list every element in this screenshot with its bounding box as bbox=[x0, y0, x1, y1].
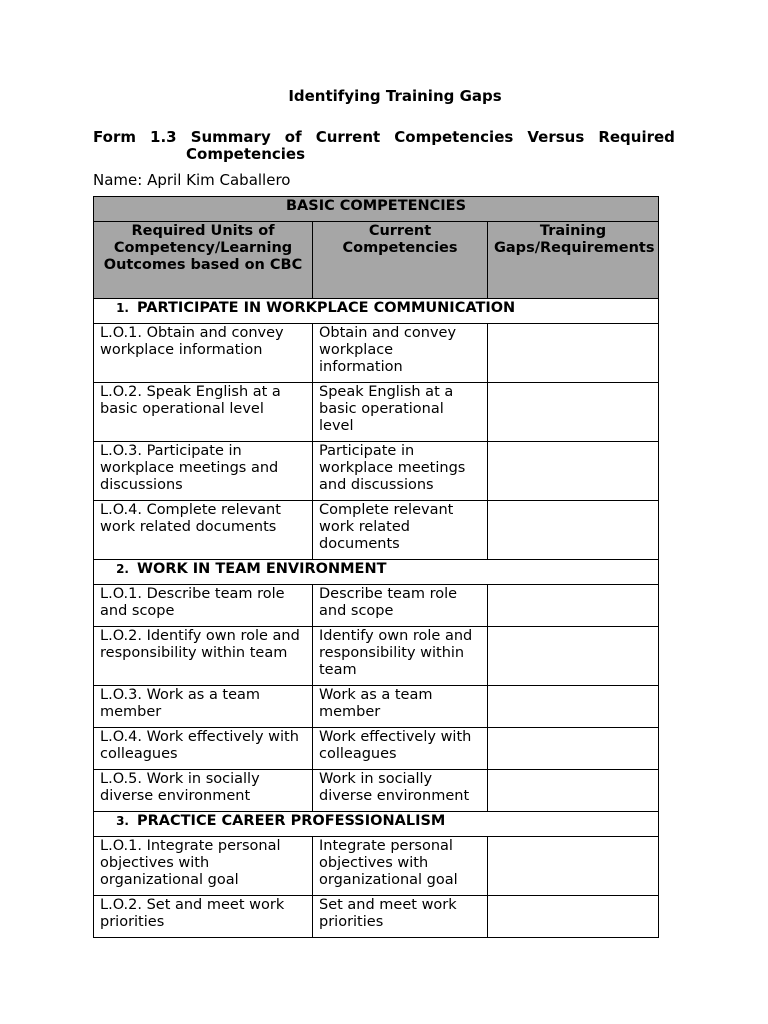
table-row bbox=[94, 896, 659, 938]
required-competency-cell: L.O.4. Complete relevant work related documents bbox=[94, 501, 313, 560]
table-banner: BASIC COMPETENCIES bbox=[94, 197, 659, 222]
current-competency-cell: Work effectively with colleagues bbox=[313, 728, 488, 770]
table-row bbox=[94, 770, 659, 812]
training-gap-cell bbox=[488, 585, 659, 627]
section-title: PRACTICE CAREER PROFESSIONALISM bbox=[137, 813, 446, 829]
table-row bbox=[94, 627, 659, 686]
required-competency-cell: L.O.1. Integrate personal objectives with organizational goal bbox=[94, 837, 313, 896]
section-header-row bbox=[94, 299, 659, 324]
training-gap-cell bbox=[488, 896, 659, 938]
form-title-word: Form bbox=[93, 128, 136, 146]
form-title-word: Competencies bbox=[394, 128, 514, 146]
required-competency-cell: L.O.2. Set and meet work priorities bbox=[94, 896, 313, 938]
required-competency-cell: L.O.5. Work in socially diverse environment bbox=[94, 770, 313, 812]
table-row bbox=[94, 837, 659, 896]
current-competency-cell: Describe team role and scope bbox=[313, 585, 488, 627]
column-header-current: Current Competencies bbox=[313, 222, 488, 299]
section-header bbox=[94, 812, 659, 837]
training-gap-cell bbox=[488, 383, 659, 442]
training-gap-cell bbox=[488, 324, 659, 383]
training-gap-cell bbox=[488, 770, 659, 812]
current-competency-cell: Work as a team member bbox=[313, 686, 488, 728]
section-number: 2. bbox=[116, 562, 129, 576]
current-competency-cell: Complete relevant work related documents bbox=[313, 501, 488, 560]
section-title: PARTICIPATE IN WORKPLACE COMMUNICATION bbox=[137, 300, 516, 316]
required-competency-cell: L.O.2. Identify own role and responsibility within team bbox=[94, 627, 313, 686]
required-competency-cell: L.O.1. Obtain and convey workplace information bbox=[94, 324, 313, 383]
required-competency-cell: L.O.2. Speak English at a basic operational level bbox=[94, 383, 313, 442]
section-title: WORK IN TEAM ENVIRONMENT bbox=[137, 561, 387, 577]
form-title-word: Versus bbox=[527, 128, 585, 146]
form-title bbox=[93, 129, 675, 163]
form-title-word: Summary bbox=[190, 128, 271, 146]
current-competency-cell: Set and meet work priorities bbox=[313, 896, 488, 938]
section-header bbox=[94, 299, 659, 324]
table-row bbox=[94, 728, 659, 770]
table-row bbox=[94, 585, 659, 627]
column-header-gaps: Training Gaps/Requirements bbox=[488, 222, 659, 299]
column-header-required: Required Units of Competency/Learning Outcomes based on CBC bbox=[94, 222, 313, 299]
required-competency-cell: L.O.3. Participate in workplace meetings and discussions bbox=[94, 442, 313, 501]
current-competency-cell: Obtain and convey workplace information bbox=[313, 324, 488, 383]
section-header bbox=[94, 560, 659, 585]
form-title-word: 1.3 bbox=[150, 128, 177, 146]
current-competency-cell: Work in socially diverse environment bbox=[313, 770, 488, 812]
table-row bbox=[94, 501, 659, 560]
name-line: Name: April Kim Caballero bbox=[93, 171, 291, 189]
form-title-line1 bbox=[93, 129, 675, 146]
required-competency-cell: L.O.4. Work effectively with colleagues bbox=[94, 728, 313, 770]
section-number: 3. bbox=[116, 814, 129, 828]
section-header-row bbox=[94, 560, 659, 585]
document-title: Identifying Training Gaps bbox=[288, 87, 502, 105]
training-gap-cell bbox=[488, 442, 659, 501]
table-row bbox=[94, 383, 659, 442]
table-row bbox=[94, 324, 659, 383]
section-number: 1. bbox=[116, 301, 129, 315]
section-header-row bbox=[94, 812, 659, 837]
training-gap-cell bbox=[488, 627, 659, 686]
current-competency-cell: Integrate personal objectives with organizational goal bbox=[313, 837, 488, 896]
current-competency-cell: Participate in workplace meetings and discussions bbox=[313, 442, 488, 501]
training-gap-cell bbox=[488, 728, 659, 770]
required-competency-cell: L.O.1. Describe team role and scope bbox=[94, 585, 313, 627]
competency-table bbox=[93, 196, 659, 938]
form-title-line2: Competencies bbox=[186, 145, 306, 163]
form-title-word: Current bbox=[315, 128, 381, 146]
training-gap-cell bbox=[488, 686, 659, 728]
table-row bbox=[94, 686, 659, 728]
current-competency-cell: Identify own role and responsibility within team bbox=[313, 627, 488, 686]
form-title-word: Required bbox=[598, 128, 675, 146]
training-gap-cell bbox=[488, 837, 659, 896]
form-title-word: of bbox=[284, 128, 302, 146]
training-gap-cell bbox=[488, 501, 659, 560]
current-competency-cell: Speak English at a basic operational level bbox=[313, 383, 488, 442]
required-competency-cell: L.O.3. Work as a team member bbox=[94, 686, 313, 728]
table-row bbox=[94, 442, 659, 501]
